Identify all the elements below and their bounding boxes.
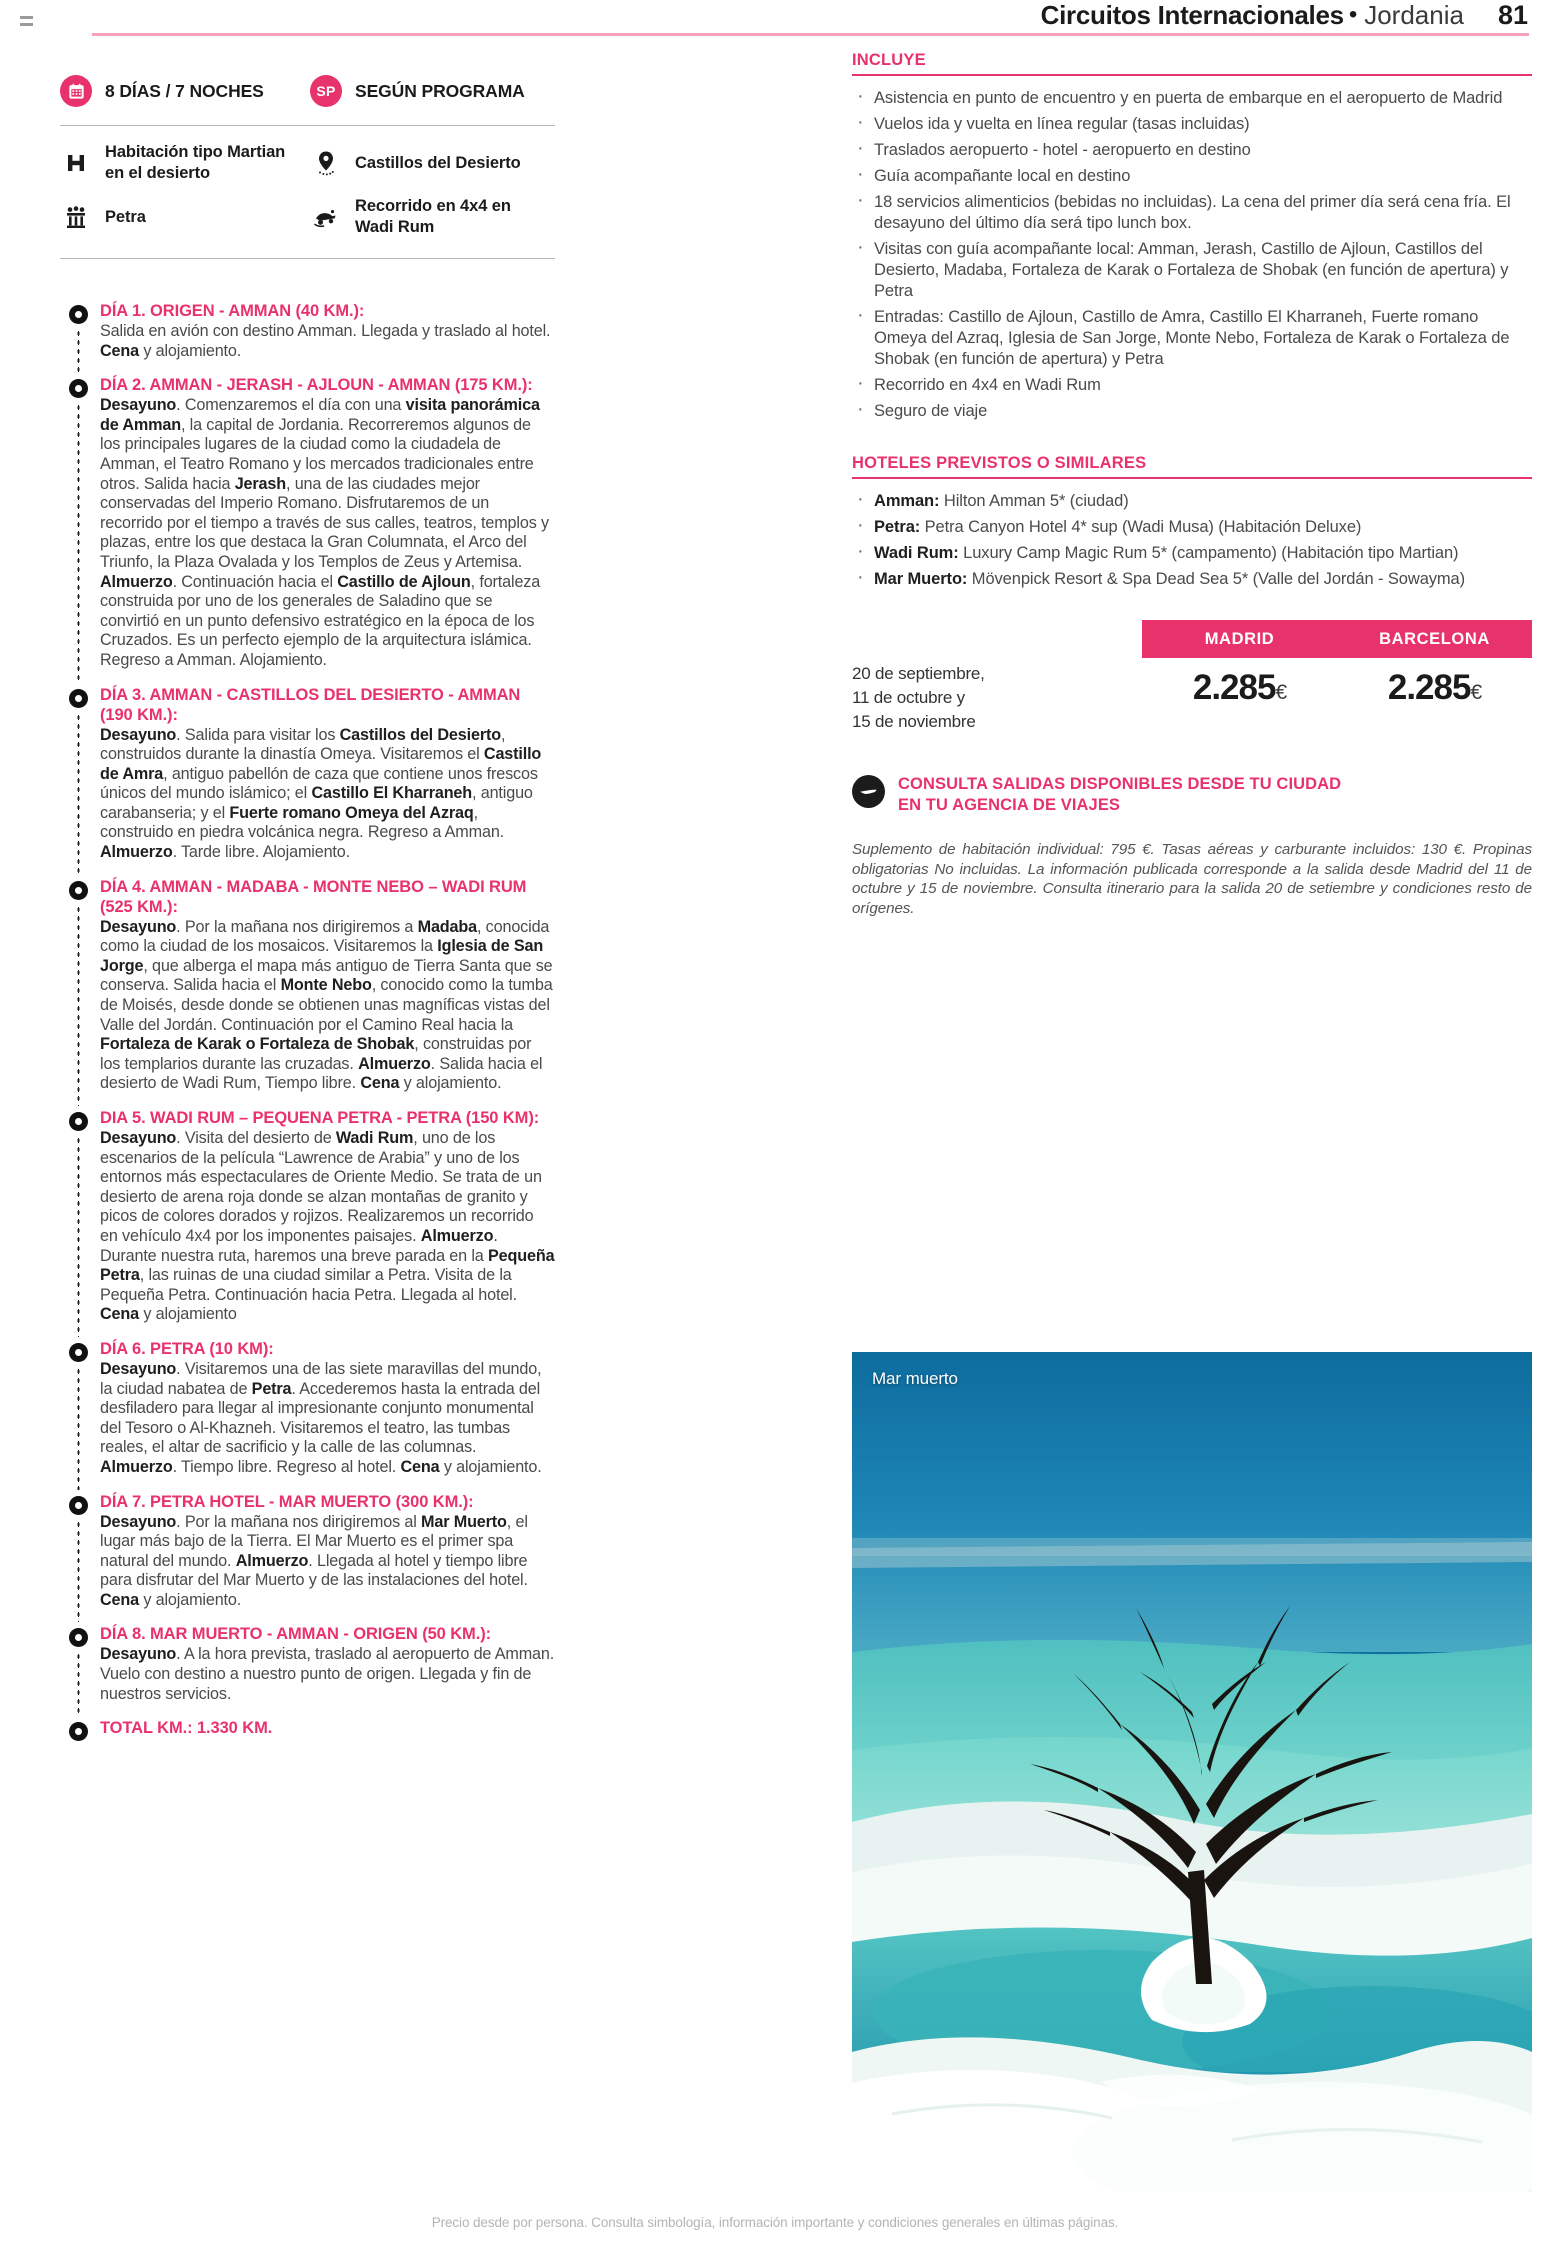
feature-room-line1: Habitación tipo Martian bbox=[105, 143, 286, 161]
header-rule bbox=[92, 33, 1529, 36]
destination-photo bbox=[852, 1352, 1532, 2192]
hotels-list bbox=[852, 491, 1532, 590]
day-title: DÍA 1. ORIGEN - AMMAN (40 KM.): bbox=[100, 302, 365, 320]
day-marker-icon bbox=[69, 689, 88, 708]
includes-item: · 18 servicios alimenticios (bebidas no incluidas). La cena del primer día será cena fría. El desayuno del último día será tipo lunch box. bbox=[852, 192, 1532, 234]
price-barcelona-amount: 2.285 bbox=[1387, 668, 1471, 707]
right-column bbox=[852, 50, 1532, 918]
price-col-barcelona: BARCELONA bbox=[1379, 629, 1490, 648]
feature-row-1 bbox=[60, 64, 555, 118]
day-description: Desayuno. Visita del desierto de Wadi Rum, uno de los escenarios de la película “Lawrence de Arabia” y uno de los entornos más espectaculares de Oriente Medio. Se trata de un desierto de arena roja donde se alzan montañas de granito y picos de colores dorados y rojizos. Realizaremos un recorrido en vehículo 4x4 por los imponentes paisajes. Almuerzo. Durante nuestra ruta, haremos una breve parada en la Pequeña Petra, las ruinas de una ciudad similar a Petra. Visita de la Pequeña Petra. Continuación hacia Petra. Llegada al hotel. Cena y alojamiento bbox=[100, 1129, 555, 1324]
feature-castles-label: Castillos del Desierto bbox=[355, 153, 521, 172]
day-title: DÍA 6. PETRA (10 KM): bbox=[100, 1339, 274, 1358]
day-marker-icon bbox=[69, 1628, 88, 1647]
day-description: Desayuno. Visitaremos una de las siete maravillas del mundo, la ciudad nabatea de Petra. Accederemos hasta la entrada del desfiladero para llegar al impresionante conjunto monumental del Tesoro o Al-Khazneh. Visitaremos el teatro, las tumbas reales, el altar de sacrificio y la calle de las columnas. Almuerzo. Tiempo libre. Regreso al hotel. Cena y alojamiento. bbox=[100, 1359, 542, 1476]
price-madrid bbox=[1142, 668, 1337, 708]
day-marker-icon bbox=[69, 379, 88, 398]
day-connector-dots bbox=[77, 713, 80, 875]
consulta-banner bbox=[852, 774, 1532, 816]
day-description: Desayuno. Por la mañana nos dirigiremos a Madaba, conocida como la ciudad de los mosaicos. Visitaremos la Iglesia de San Jorge, que alberga el mapa más antiguo de Tierra Santa que se conserva. Salida hacia el Monte Nebo, conocido como la tumba de Moisés, desde donde se obtienen unas magníficas vistas del Valle del Jordán. Continuación por el Camino Real hacia la Fortaleza de Karak o Fortaleza de Shobak, construidas por los templarios durante las cruzadas. Almuerzo. Salida hacia el desierto de Wadi Rum, Tiempo libre. Cena y alojamiento. bbox=[100, 917, 553, 1093]
includes-item: · Visitas con guía acompañante local: Amman, Jerash, Castillo de Ajloun, Castillos del Desierto, Madaba, Fortaleza de Karak o Fortaleza de Shobak (en función de apertura) y Petra bbox=[852, 239, 1532, 302]
page-header bbox=[0, 0, 1550, 36]
itinerary-day bbox=[60, 301, 555, 361]
day-marker-icon bbox=[69, 1496, 88, 1515]
day-description: Desayuno. Salida para visitar los Castillos del Desierto, construidos durante la dinastía Omeya. Visitaremos el Castillo de Amra, antiguo pabellón de caza que contiene unos frescos únicos del mundo islámico; el Castillo El Kharraneh, antiguo carabanseria; y el Fuerte romano Omeya del Azraq, construido en piedra volcánica negra. Regreso a Amman. Almuerzo. Tarde libre. Alojamiento. bbox=[100, 725, 542, 862]
day-title: DÍA 3. AMMAN - CASTILLOS DEL DESIERTO - AMMAN (190 KM.): bbox=[100, 685, 521, 724]
price-barcelona-currency: € bbox=[1470, 681, 1482, 704]
includes-item: · Asistencia en punto de encuentro y en puerta de embarque en el aeropuerto de Madrid bbox=[852, 88, 1532, 109]
price-barcelona bbox=[1337, 668, 1532, 708]
consulta-line1: CONSULTA SALIDAS DISPONIBLES DESDE TU CIUDAD bbox=[898, 775, 1342, 793]
feature-jeep-line1: Recorrido en 4x4 en bbox=[355, 197, 511, 215]
includes-item: · Guía acompañante local en destino bbox=[852, 166, 1532, 187]
hotel-item: · Amman: Hilton Amman 5* (ciudad) bbox=[852, 491, 1532, 512]
hotels-section bbox=[852, 453, 1532, 590]
feature-room-line2: en el desierto bbox=[105, 164, 210, 182]
dead-sea-illustration bbox=[852, 1352, 1532, 2192]
page-footer: Precio desde por persona. Consulta simbología, información importante y condiciones generales en últimas páginas. bbox=[431, 2215, 1119, 2230]
feature-jeep-line2: Wadi Rum bbox=[355, 218, 435, 236]
day-connector-dots bbox=[77, 1367, 80, 1490]
feature-petra-label: Petra bbox=[105, 207, 146, 226]
feature-divider-bottom bbox=[60, 258, 555, 259]
feature-room bbox=[60, 142, 310, 184]
includes-item: · Recorrido en 4x4 en Wadi Rum bbox=[852, 375, 1532, 396]
itinerary-day bbox=[60, 877, 555, 1094]
hotels-rule bbox=[852, 477, 1532, 479]
hotel-h-icon bbox=[60, 147, 92, 179]
day-connector-dots bbox=[77, 329, 80, 373]
feature-duration bbox=[60, 75, 310, 107]
day-connector-dots bbox=[77, 1136, 80, 1337]
itinerary-day bbox=[60, 1108, 555, 1325]
includes-title: INCLUYE bbox=[852, 51, 926, 69]
price-madrid-currency: € bbox=[1275, 681, 1287, 704]
itinerary-day bbox=[60, 375, 555, 670]
includes-list bbox=[852, 88, 1532, 422]
itinerary-day bbox=[60, 1718, 555, 1738]
jeep-4x4-icon bbox=[310, 201, 342, 233]
departure-date-3: 15 de noviembre bbox=[852, 712, 976, 731]
day-description: Desayuno. Por la mañana nos dirigiremos al Mar Muerto, el lugar más bajo de la Tierra. El Mar Muerto es el primer spa natural del mundo. Almuerzo. Llegada al hotel y tiempo libre para disfrutar del Mar Muerto y de las instalaciones del hotel. Cena y alojamiento. bbox=[100, 1512, 528, 1609]
itinerary-day bbox=[60, 1624, 555, 1704]
plane-circle-icon bbox=[852, 775, 885, 808]
page-title: Circuitos Internacionales bbox=[1040, 0, 1344, 30]
header-destination: Jordania bbox=[1364, 0, 1464, 30]
feature-row-2 bbox=[60, 136, 555, 190]
feature-program-label: SEGÚN PROGRAMA bbox=[355, 80, 525, 101]
feature-petra bbox=[60, 201, 310, 233]
feature-jeep bbox=[310, 196, 555, 238]
day-marker-icon bbox=[69, 881, 88, 900]
calendar-icon bbox=[60, 75, 92, 107]
hotel-item: · Mar Muerto: Mövenpick Resort & Spa Dead Sea 5* (Valle del Jordán - Sowayma) bbox=[852, 569, 1532, 590]
day-connector-dots bbox=[77, 1652, 80, 1716]
day-marker-icon bbox=[69, 1343, 88, 1362]
price-values-row bbox=[1142, 668, 1532, 708]
day-description: Salida en avión con destino Amman. Llegada y traslado al hotel. Cena y alojamiento. bbox=[100, 322, 551, 360]
consulta-text bbox=[898, 774, 1341, 816]
hotel-item: · Wadi Rum: Luxury Camp Magic Rum 5* (campamento) (Habitación tipo Martian) bbox=[852, 543, 1532, 564]
page-number: 81 bbox=[1497, 0, 1528, 30]
departure-dates bbox=[852, 662, 1137, 734]
left-column bbox=[60, 50, 555, 1752]
itinerary-day bbox=[60, 685, 555, 863]
monument-icon bbox=[60, 201, 92, 233]
day-marker-icon bbox=[69, 305, 88, 324]
feature-castles bbox=[310, 147, 555, 179]
day-description: Desayuno. Comenzaremos el día con una visita panorámica de Amman, la capital de Jordania. Recorreremos algunos de los principales lugares de la ciudad como la ciudadela de Amman, el Teatro Romano y los mercados tradicionales entre otros. Salida hacia Jerash, una de las ciudades mejor conservadas del Imperio Romano. Disfrutaremos de un recorrido por el tiempo a través de sus calles, teatros, templos y plazas, entre los que destaca la Gran Columnata, el Arco del Triunfo, la Plaza Ovalada y los Templos de Zeus y Artemisa. Almuerzo. Continuación hacia el Castillo de Ajloun, fortaleza construida por uno de los generales de Saladino que se convirtió en un punto defensivo estratégico en la época de los Cruzados. Es un perfecto ejemplo de la arquitectura islámica. Regreso a Amman. Alojamiento. bbox=[100, 396, 549, 669]
includes-item: · Traslados aeropuerto - hotel - aeropuerto en destino bbox=[852, 140, 1532, 161]
feature-duration-label: 8 DÍAS / 7 NOCHES bbox=[105, 80, 264, 101]
day-connector-dots bbox=[77, 905, 80, 1106]
day-marker-icon bbox=[69, 1112, 88, 1131]
hotel-item: · Petra: Petra Canyon Hotel 4* sup (Wadi Musa) (Habitación Deluxe) bbox=[852, 517, 1532, 538]
includes-section bbox=[852, 50, 1532, 422]
departure-date-1: 20 de septiembre, bbox=[852, 664, 985, 683]
itinerary-day bbox=[60, 1492, 555, 1611]
includes-rule bbox=[852, 74, 1532, 76]
price-madrid-amount: 2.285 bbox=[1192, 668, 1276, 707]
photo-caption: Mar muerto bbox=[872, 1369, 958, 1388]
departure-date-2: 11 de octubre y bbox=[852, 688, 965, 707]
price-col-madrid: MADRID bbox=[1204, 629, 1275, 648]
sp-badge-text: SP bbox=[316, 83, 336, 99]
day-title: DÍA 2. AMMAN - JERASH - AJLOUN - AMMAN (175 KM.): bbox=[100, 376, 533, 395]
feature-jeep-label bbox=[355, 196, 511, 238]
day-title: DÍA 4. AMMAN - MADABA - MONTE NEBO – WADI RUM (525 KM.): bbox=[100, 877, 527, 916]
day-connector-dots bbox=[77, 403, 80, 682]
feature-divider-top bbox=[60, 125, 555, 126]
trip-features bbox=[60, 50, 555, 259]
hotels-title: HOTELES PREVISTOS O SIMILARES bbox=[852, 454, 1147, 472]
includes-item: · Vuelos ida y vuelta en línea regular (tasas incluidas) bbox=[852, 114, 1532, 135]
includes-item: · Seguro de viaje bbox=[852, 401, 1532, 422]
day-title: DIA 5. WADI RUM – PEQUENA PETRA - PETRA (150 KM): bbox=[100, 1109, 540, 1127]
map-pin-icon bbox=[310, 147, 342, 179]
consulta-line2: EN TU AGENCIA DE VIAJES bbox=[898, 796, 1121, 814]
itinerary-list bbox=[60, 301, 555, 1738]
day-connector-dots bbox=[77, 1520, 80, 1623]
day-marker-icon bbox=[69, 1722, 88, 1741]
header-separator: • bbox=[1348, 1, 1358, 28]
includes-item: · Entradas: Castillo de Ajloun, Castillo de Amra, Castillo El Kharraneh, Fuerte romano Omeya del Azraq, Iglesia de San Jorge, Monte Nebo, Fortaleza de Karak o Fortaleza de Shobak (en función de apertura) y Petra bbox=[852, 307, 1532, 370]
itinerary-day bbox=[60, 1339, 555, 1478]
sp-badge-icon bbox=[310, 75, 342, 107]
price-header-row bbox=[1142, 620, 1532, 658]
day-title: DÍA 8. MAR MUERTO - AMMAN - ORIGEN (50 KM.): bbox=[100, 1625, 491, 1644]
section-gap bbox=[852, 427, 1532, 453]
day-title: TOTAL KM.: 1.330 KM. bbox=[100, 1719, 273, 1738]
feature-program bbox=[310, 75, 555, 107]
feature-row-3 bbox=[60, 190, 555, 244]
day-description: Desayuno. A la hora prevista, traslado al aeropuerto de Amman. Vuelo con destino a nuestro punto de origen. Llegada y fin de nuestros servicios. bbox=[100, 1645, 555, 1703]
feature-room-label bbox=[105, 142, 285, 184]
day-title: DÍA 7. PETRA HOTEL - MAR MUERTO (300 KM.): bbox=[100, 1492, 474, 1511]
legal-note: Suplemento de habitación individual: 795 €. Tasas aéreas y carburante incluidos: 130 €. Propinas obligatorias No incluidas. La información publicada corresponde a la salida desde Madrid del 11 de octubre y 15 de noviembre. Consulta itinerario para la salida 20 de setiembre y condiciones resto de orígenes. bbox=[852, 841, 1532, 917]
price-block bbox=[852, 620, 1532, 740]
